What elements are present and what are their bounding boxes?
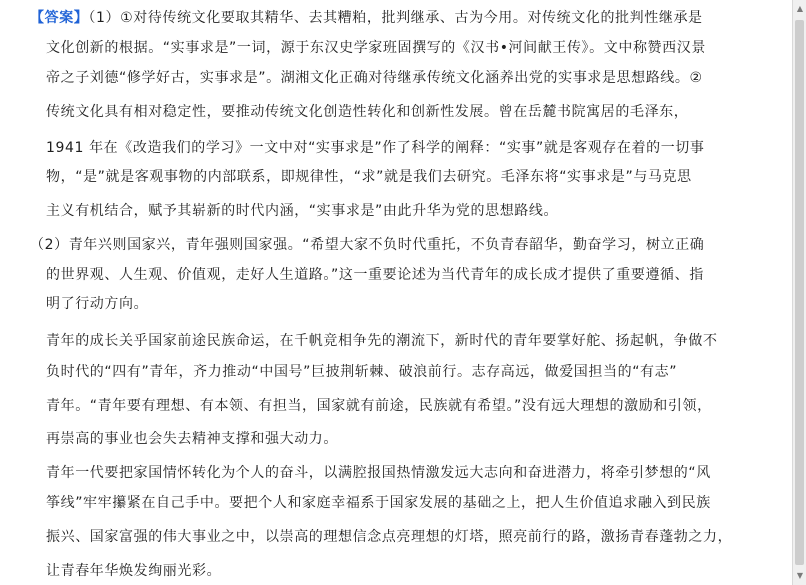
answer-line-6: 物，“是”就是客观事物的内部联系，即规律性，“求”就是我们去研究。毛泽东将“实事求是”与马克思: [46, 169, 692, 185]
scrollbar-thumb[interactable]: [795, 20, 804, 565]
answer-line-15: 青年一代要把家国情怀转化为个人的奋斗，以满腔报国热情激发远大志向和奋进潜力，将牵引梦想的“风: [46, 465, 711, 481]
answer-line-9: 的世界观、人生观、价值观，走好人生道路。”这一重要论述为当代青年的成长成才提供了重要遵循、指: [46, 267, 704, 283]
answer-line-7: 主义有机结合，赋予其崭新的时代内涵，“实事求是”由此升华为党的思想路线。: [46, 203, 559, 219]
answer-line-4: 传统文化具有相对稳定性，要推动传统文化创造性转化和创新性发展。曾在岳麓书院寓居的毛泽东，: [46, 104, 689, 120]
answer-line-5: 1941 年在《改造我们的学习》一文中对“实事求是”作了科学的阐释：“实事”就是客观存在着的一切事: [46, 140, 705, 156]
answer-line-18: 让青春年华焕发绚丽光彩。: [46, 563, 222, 579]
answer-line-8: （2）青年兴则国家兴，青年强则国家强。“希望大家不负时代重托，不负青春韶华，勤奋学习，树立正确: [30, 237, 705, 253]
vertical-scrollbar[interactable]: [792, 0, 806, 585]
answer-line-17: 振兴、国家富强的伟大事业之中，以崇高的理想信念点亮理想的灯塔，照亮前行的路，激扬青春蓬勃之力，: [46, 529, 733, 545]
answer-line-1: [30, 8, 703, 28]
answer-line-1-text: （1）①对待传统文化要取其精华、去其糟粕，批判继承、古为今用。对传统文化的批判性继承是: [88, 10, 703, 26]
answer-line-11: 青年的成长关乎国家前途民族命运，在千帆竞相争先的潮流下，新时代的青年要掌好舵、扬起帆，争做不: [46, 333, 718, 349]
answer-line-16: 筝线”牢牢攥紧在自己手中。要把个人和家庭幸福系于国家发展的基础之上，把人生价值追求融入到民族: [46, 495, 711, 511]
answer-line-10: 明了行动方向。: [46, 296, 149, 312]
scroll-down-arrow-icon[interactable]: ▼: [796, 571, 804, 580]
answer-tag: 【答案】: [30, 10, 89, 26]
scroll-up-arrow-icon[interactable]: ▲: [796, 4, 804, 13]
answer-line-12: 负时代的“四有”青年，齐力推动“中国号”巨披荆斩棘、破浪前行。志存高远，做爱国担当的“有志”: [46, 364, 678, 380]
answer-line-3: 帝之子刘德“修学好古，实事求是”。湖湘文化正确对待继承传统文化涵养出党的实事求是思想路线。②: [46, 70, 703, 86]
answer-line-2: 文化创新的根据。“实事求是”一词，源于东汉史学家班固撰写的《汉书•河间献王传》。文中称赞西汉景: [46, 40, 706, 56]
answer-line-13: 青年。“青年要有理想、有本领、有担当，国家就有前途，民族就有希望。”没有远大理想的激励和引领，: [46, 398, 712, 414]
answer-line-14: 再崇高的事业也会失去精神支撑和强大动力。: [46, 431, 338, 447]
